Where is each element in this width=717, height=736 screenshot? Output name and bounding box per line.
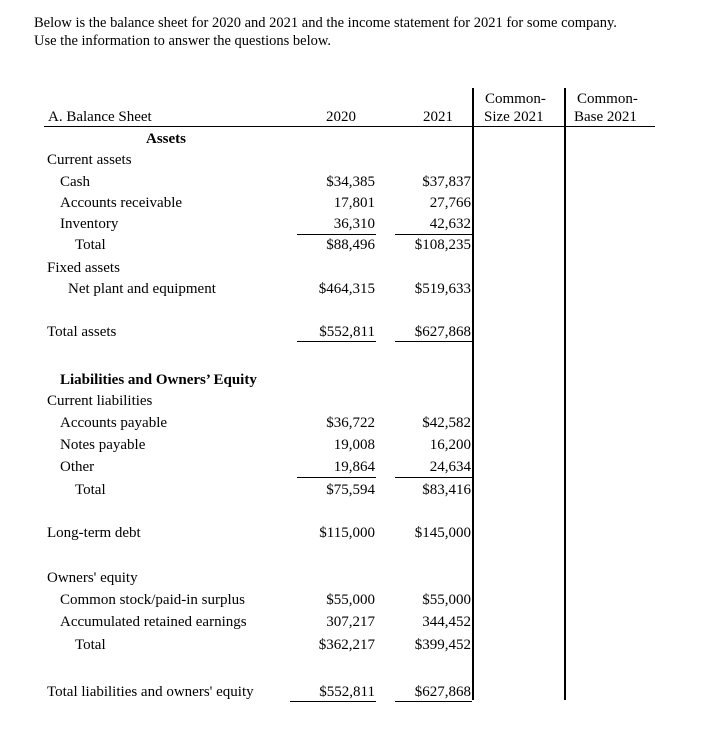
other-2020: 19,864	[333, 459, 375, 475]
payables-2021: $42,582	[422, 415, 471, 431]
total-liabilities-equity-underline-2020	[290, 701, 376, 702]
section-title: A. Balance Sheet	[48, 109, 152, 125]
current-liabilities-total-2020: $75,594	[326, 482, 375, 498]
column-header-2021: 2021	[423, 109, 453, 125]
other-label: Other	[60, 459, 95, 475]
inventory-label: Inventory	[60, 216, 119, 232]
equity-total-2021: $399,452	[414, 637, 471, 653]
intro-line-1: Below is the balance sheet for 2020 and 2021 and the income statement for 2021 for some company.	[34, 15, 617, 31]
payables-label: Accounts payable	[60, 415, 168, 431]
column-divider-2021	[472, 88, 474, 700]
common-stock-2020: $55,000	[326, 592, 375, 608]
total-liabilities-equity-2020: $552,811	[319, 684, 375, 700]
total-liabilities-equity-underline-2021	[395, 701, 472, 702]
notes-payable-2020: 19,008	[333, 437, 375, 453]
other-underline-2021	[395, 477, 472, 478]
current-assets-total-2020: $88,496	[326, 237, 375, 253]
fixed-assets-label: Fixed assets	[47, 260, 120, 276]
current-liabilities-total-2021: $83,416	[422, 482, 471, 498]
liabilities-heading: Liabilities and Owners’ Equity	[60, 372, 257, 388]
long-term-debt-2021: $145,000	[414, 525, 471, 541]
inventory-2020: 36,310	[333, 216, 375, 232]
total-assets-2020: $552,811	[319, 324, 375, 340]
long-term-debt-2020: $115,000	[319, 525, 375, 541]
column-header-2020: 2020	[326, 109, 356, 125]
column-header-common-base-2: Base 2021	[574, 109, 637, 125]
receivables-2020: 17,801	[333, 195, 375, 211]
payables-2020: $36,722	[326, 415, 375, 431]
receivables-label: Accounts receivable	[60, 195, 183, 211]
long-term-debt-label: Long-term debt	[47, 525, 141, 541]
retained-earnings-2020: 307,217	[326, 614, 375, 630]
other-2021: 24,634	[429, 459, 471, 475]
common-stock-label: Common stock/paid-in surplus	[60, 592, 245, 608]
current-assets-total-label: Total	[75, 237, 106, 253]
intro-line-2: Use the information to answer the questions below.	[34, 33, 332, 49]
equity-total-label: Total	[75, 637, 106, 653]
inventory-underline-2021	[395, 234, 472, 235]
other-underline-2020	[297, 477, 376, 478]
inventory-underline-2020	[297, 234, 376, 235]
retained-earnings-2021: 344,452	[422, 614, 471, 630]
cash-2020: $34,385	[326, 174, 375, 190]
total-liabilities-equity-label: Total liabilities and owners' equity	[47, 684, 254, 700]
assets-heading: Assets	[146, 131, 186, 147]
column-header-common-base-1: Common-	[577, 91, 638, 107]
net-plant-2021: $519,633	[414, 281, 471, 297]
cash-2021: $37,837	[422, 174, 471, 190]
owners-equity-label: Owners' equity	[47, 570, 138, 586]
current-assets-label: Current assets	[47, 152, 132, 168]
notes-payable-2021: 16,200	[429, 437, 471, 453]
total-assets-underline-2021	[395, 341, 472, 342]
cash-label: Cash	[60, 174, 90, 190]
equity-total-2020: $362,217	[318, 637, 375, 653]
inventory-2021: 42,632	[429, 216, 471, 232]
retained-earnings-label: Accumulated retained earnings	[60, 614, 247, 630]
column-header-common-size-1: Common-	[485, 91, 546, 107]
net-plant-label: Net plant and equipment	[68, 281, 216, 297]
total-liabilities-equity-2021: $627,868	[414, 684, 471, 700]
current-liabilities-total-label: Total	[75, 482, 106, 498]
column-divider-common-size	[564, 88, 566, 700]
net-plant-2020: $464,315	[318, 281, 375, 297]
total-assets-underline-2020	[297, 341, 376, 342]
current-assets-total-2021: $108,235	[414, 237, 471, 253]
notes-payable-label: Notes payable	[60, 437, 146, 453]
total-assets-2021: $627,868	[414, 324, 471, 340]
current-liabilities-label: Current liabilities	[47, 393, 153, 409]
header-underline	[44, 126, 655, 127]
receivables-2021: 27,766	[429, 195, 471, 211]
total-assets-label: Total assets	[47, 324, 117, 340]
column-header-common-size-2: Size 2021	[484, 109, 544, 125]
common-stock-2021: $55,000	[422, 592, 471, 608]
